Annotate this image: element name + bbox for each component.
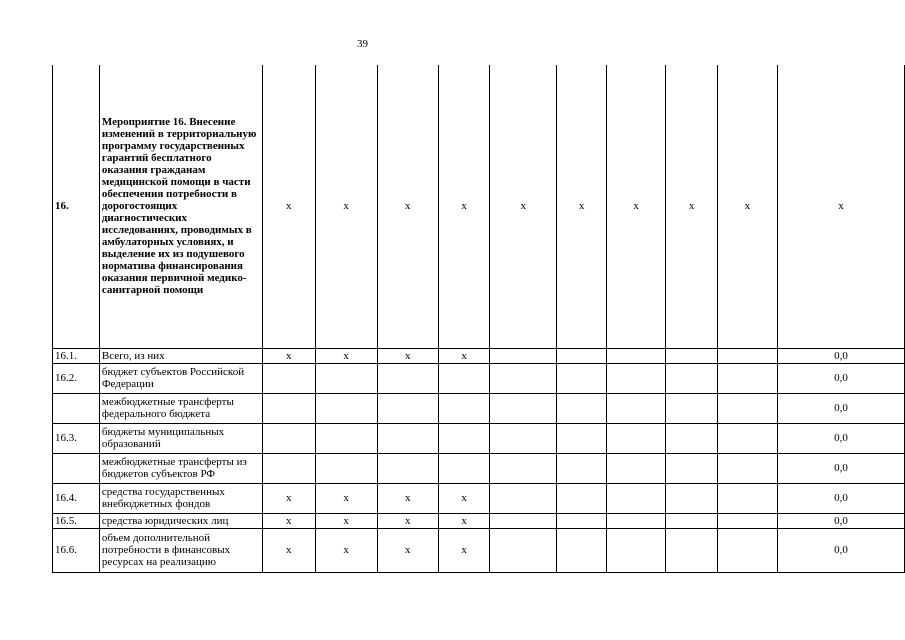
- value-cell: [607, 423, 666, 453]
- value-cell: [262, 363, 315, 393]
- value-cell: x: [438, 513, 490, 528]
- row-number: 16.1.: [53, 348, 100, 363]
- table-row: [53, 483, 905, 513]
- value-cell: [438, 393, 490, 423]
- row-name: бюджет субъектов Российской Федерации: [99, 363, 262, 393]
- value-cell: [490, 483, 557, 513]
- value-cell: [666, 483, 718, 513]
- value-cell: [717, 348, 777, 363]
- table-row: [53, 65, 905, 348]
- value-cell: [490, 348, 557, 363]
- row-name: Всего, из них: [99, 348, 262, 363]
- value-cell: [315, 393, 377, 423]
- row-number: 16.6.: [53, 528, 100, 572]
- value-cell: x: [557, 65, 607, 348]
- row-number: 16.5.: [53, 513, 100, 528]
- row-number: 16.2.: [53, 363, 100, 393]
- total-cell: 0,0: [778, 513, 905, 528]
- row-number: 16.3.: [53, 423, 100, 453]
- value-cell: [717, 453, 777, 483]
- value-cell: [717, 363, 777, 393]
- value-cell: [666, 528, 718, 572]
- value-cell: [315, 363, 377, 393]
- table-row: [53, 363, 905, 393]
- value-cell: x: [717, 65, 777, 348]
- row-name: средства юридических лиц: [99, 513, 262, 528]
- value-cell: [490, 513, 557, 528]
- value-cell: [717, 423, 777, 453]
- value-cell: x: [315, 513, 377, 528]
- value-cell: x: [438, 528, 490, 572]
- total-cell: 0,0: [778, 363, 905, 393]
- value-cell: x: [438, 65, 490, 348]
- value-cell: [377, 423, 438, 453]
- value-cell: [557, 393, 607, 423]
- value-cell: [666, 393, 718, 423]
- value-cell: [438, 363, 490, 393]
- row-name: межбюджетные трансферты из бюджетов субъектов РФ: [99, 453, 262, 483]
- value-cell: [666, 513, 718, 528]
- value-cell: x: [262, 513, 315, 528]
- table-row: [53, 528, 905, 572]
- value-cell: x: [262, 483, 315, 513]
- value-cell: [557, 528, 607, 572]
- value-cell: [666, 453, 718, 483]
- value-cell: [262, 453, 315, 483]
- value-cell: [607, 528, 666, 572]
- total-cell: 0,0: [778, 348, 905, 363]
- value-cell: [557, 483, 607, 513]
- total-cell: 0,0: [778, 393, 905, 423]
- value-cell: [262, 423, 315, 453]
- value-cell: x: [377, 65, 438, 348]
- value-cell: [557, 423, 607, 453]
- value-cell: x: [315, 528, 377, 572]
- value-cell: [557, 453, 607, 483]
- value-cell: [666, 348, 718, 363]
- value-cell: x: [607, 65, 666, 348]
- value-cell: x: [262, 348, 315, 363]
- value-cell: [490, 528, 557, 572]
- total-cell: 0,0: [778, 528, 905, 572]
- value-cell: x: [262, 65, 315, 348]
- value-cell: [666, 423, 718, 453]
- value-cell: [490, 363, 557, 393]
- value-cell: [607, 513, 666, 528]
- value-cell: [607, 393, 666, 423]
- value-cell: [717, 483, 777, 513]
- value-cell: [377, 453, 438, 483]
- value-cell: [717, 528, 777, 572]
- total-cell: 0,0: [778, 483, 905, 513]
- value-cell: [607, 348, 666, 363]
- value-cell: [557, 348, 607, 363]
- value-cell: [717, 393, 777, 423]
- value-cell: x: [666, 65, 718, 348]
- value-cell: [557, 363, 607, 393]
- table-row: [53, 348, 905, 363]
- total-cell: 0,0: [778, 423, 905, 453]
- value-cell: [490, 393, 557, 423]
- value-cell: [262, 393, 315, 423]
- value-cell: x: [315, 65, 377, 348]
- value-cell: x: [377, 348, 438, 363]
- value-cell: x: [262, 528, 315, 572]
- value-cell: x: [315, 483, 377, 513]
- row-name: объем дополнительной потребности в финансовых ресурсах на реализацию: [99, 528, 262, 572]
- row-number: [53, 393, 100, 423]
- value-cell: [315, 453, 377, 483]
- row-name: средства государственных внебюджетных фондов: [99, 483, 262, 513]
- table-row: [53, 453, 905, 483]
- value-cell: [315, 423, 377, 453]
- row-number: 16.: [53, 65, 100, 348]
- value-cell: x: [377, 528, 438, 572]
- value-cell: [490, 453, 557, 483]
- value-cell: [666, 363, 718, 393]
- value-cell: [438, 453, 490, 483]
- value-cell: [607, 453, 666, 483]
- total-cell: 0,0: [778, 453, 905, 483]
- measures-table: [52, 65, 905, 573]
- row-name: бюджеты муниципальных образований: [99, 423, 262, 453]
- row-number: [53, 453, 100, 483]
- table-row: [53, 423, 905, 453]
- value-cell: x: [315, 348, 377, 363]
- value-cell: x: [377, 483, 438, 513]
- table-row: [53, 393, 905, 423]
- page-number: 39: [357, 38, 368, 50]
- value-cell: [557, 513, 607, 528]
- table-row: [53, 513, 905, 528]
- value-cell: [377, 393, 438, 423]
- value-cell: [607, 363, 666, 393]
- value-cell: x: [438, 348, 490, 363]
- value-cell: [438, 423, 490, 453]
- row-name: Мероприятие 16. Внесение изменений в территориальную программу государственных гарантий бесплатного оказания гражданам медицинской помощи в части обеспечения потребности в дорогостоящих диагностических исследованиях, проводимых в амбулаторных условиях, и выделение их из подушевого норматива финансирования оказания первичной медико-санитарной помощи: [99, 65, 262, 348]
- value-cell: [490, 423, 557, 453]
- value-cell: [717, 513, 777, 528]
- total-cell: x: [778, 65, 905, 348]
- row-number: 16.4.: [53, 483, 100, 513]
- value-cell: [377, 363, 438, 393]
- row-name: межбюджетные трансферты федерального бюджета: [99, 393, 262, 423]
- value-cell: [607, 483, 666, 513]
- value-cell: x: [490, 65, 557, 348]
- value-cell: x: [438, 483, 490, 513]
- value-cell: x: [377, 513, 438, 528]
